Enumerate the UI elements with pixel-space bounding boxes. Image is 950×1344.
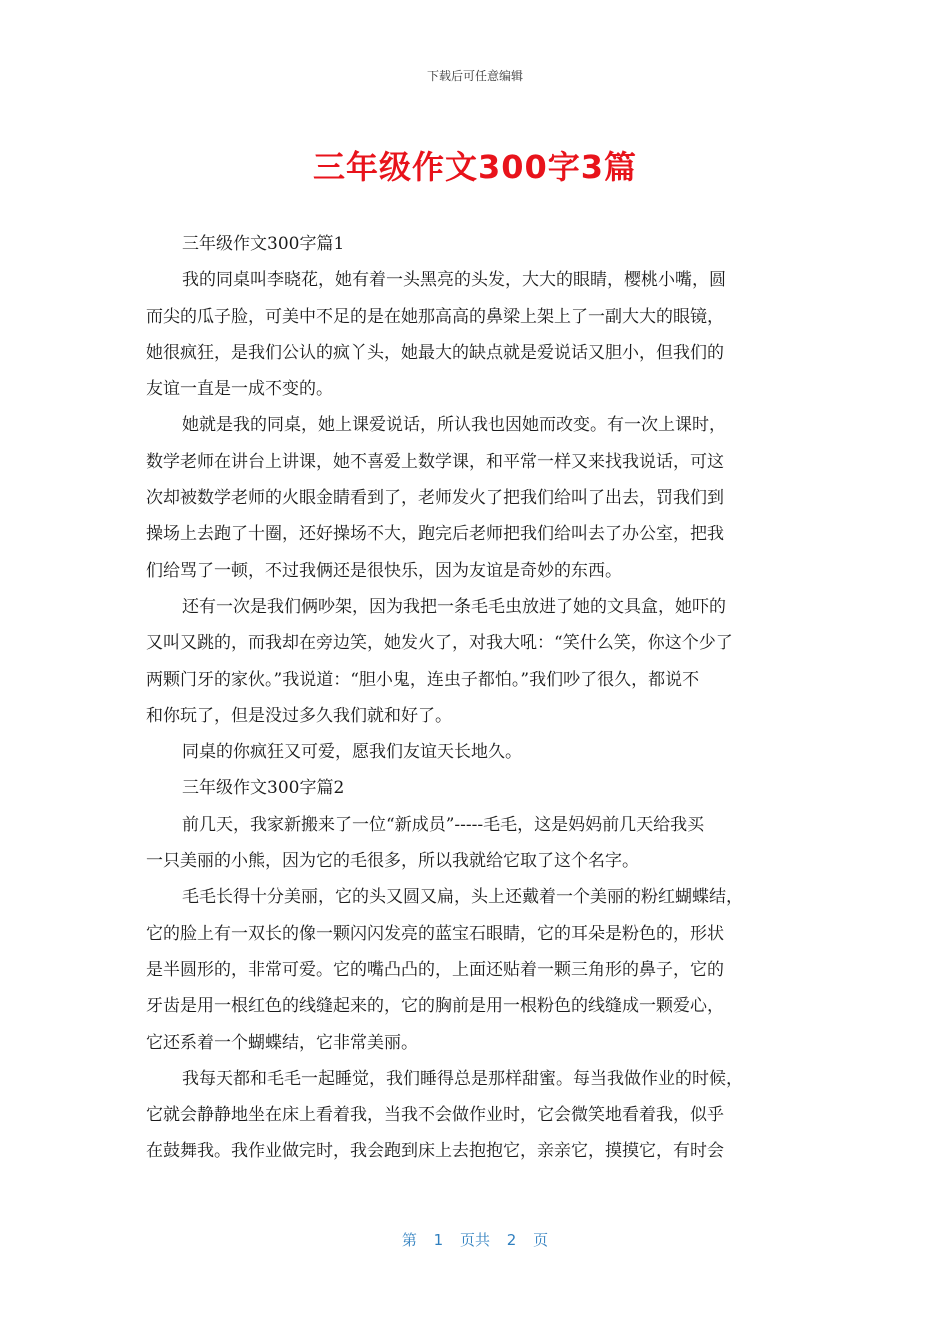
text-line: 又叫又跳的，而我却在旁边笑，她发火了，对我大吼：“笑什么笑，你这个少了 xyxy=(146,633,733,654)
text-line: 而尖的瓜子脸，可美中不足的是在她那高高的鼻梁上架上了一副大大的眼镜， xyxy=(146,306,724,327)
text-line: 两颗门牙的家伙。”我说道：“胆小鬼，连虫子都怕。”我们吵了很久，都说不 xyxy=(146,669,700,690)
page-label: 第 xyxy=(401,1231,417,1249)
text-line: 我的同桌叫李晓花，她有着一头黑亮的头发，大大的眼睛，樱桃小嘴，圆 xyxy=(182,270,726,291)
document-title: 三年级作文300字3篇 xyxy=(312,148,638,186)
text-line: 我每天都和毛毛一起睡觉，我们睡得总是那样甜蜜。每当我做作业的时候， xyxy=(182,1068,743,1089)
text-line: 毛毛长得十分美丽，它的头又圆又扁，头上还戴着一个美丽的粉红蝴蝶结， xyxy=(182,887,743,908)
document-body xyxy=(146,226,806,1170)
text-line: 一只美丽的小熊，因为它的毛很多，所以我就给它取了这个名字。 xyxy=(146,851,639,872)
text-line: 还有一次是我们俩吵架，因为我把一条毛毛虫放进了她的文具盒，她吓的 xyxy=(182,596,726,617)
text-line: 三年级作文300字篇1 xyxy=(182,234,345,254)
total-page-number: 2 xyxy=(506,1231,517,1249)
text-line: 牙齿是用一根红色的线缝起来的，它的胸前是用一根粉色的线缝成一颗爱心， xyxy=(146,996,724,1017)
text-line: 它还系着一个蝴蝶结，它非常美丽。 xyxy=(146,1032,418,1053)
text-line: 数学老师在讲台上讲课，她不喜爱上数学课，和平常一样又来找我说话，可这 xyxy=(146,451,724,472)
text-line: 次却被数学老师的火眼金睛看到了，老师发火了把我们给叫了出去，罚我们到 xyxy=(146,488,724,509)
text-line: 前几天，我家新搬来了一位“新成员”-----毛毛，这是妈妈前几天给我买 xyxy=(182,814,705,835)
text-line: 在鼓舞我。我作业做完时，我会跑到床上去抱抱它，亲亲它，摸摸它，有时会 xyxy=(146,1141,724,1162)
text-line: 是半圆形的，非常可爱。它的嘴凸凸的，上面还贴着一颗三角形的鼻子，它的 xyxy=(146,959,724,980)
text-line: 它的脸上有一双长的像一颗闪闪发亮的蓝宝石眼睛，它的耳朵是粉色的，形状 xyxy=(146,923,724,944)
text-line: 她很疯狂，是我们公认的疯丫头，她最大的缺点就是爱说话又胆小，但我们的 xyxy=(146,342,724,363)
text-line: 同桌的你疯狂又可爱，愿我们友谊天长地久。 xyxy=(182,742,522,763)
text-line: 它就会静静地坐在床上看着我，当我不会做作业时，它会微笑地看着我，似乎 xyxy=(146,1105,724,1126)
text-line: 和你玩了，但是没过多久我们就和好了。 xyxy=(146,705,452,726)
text-line: 们给骂了一顿，不过我俩还是很快乐，因为友谊是奇妙的东西。 xyxy=(146,560,622,581)
page-footer xyxy=(0,1229,950,1250)
current-page-number: 1 xyxy=(433,1231,444,1249)
header-note: 下载后可任意编辑 xyxy=(426,69,523,83)
text-line: 三年级作文300字篇2 xyxy=(182,778,345,799)
text-line: 操场上去跑了十圈，还好操场不大，跑完后老师把我们给叫去了办公室，把我 xyxy=(146,524,724,545)
total-label: 页共 xyxy=(459,1231,490,1249)
text-line: 友谊一直是一成不变的。 xyxy=(146,379,333,400)
text-line: 她就是我的同桌，她上课爱说话，所认我也因她而改变。有一次上课时， xyxy=(182,415,726,436)
page-suffix: 页 xyxy=(533,1231,549,1249)
